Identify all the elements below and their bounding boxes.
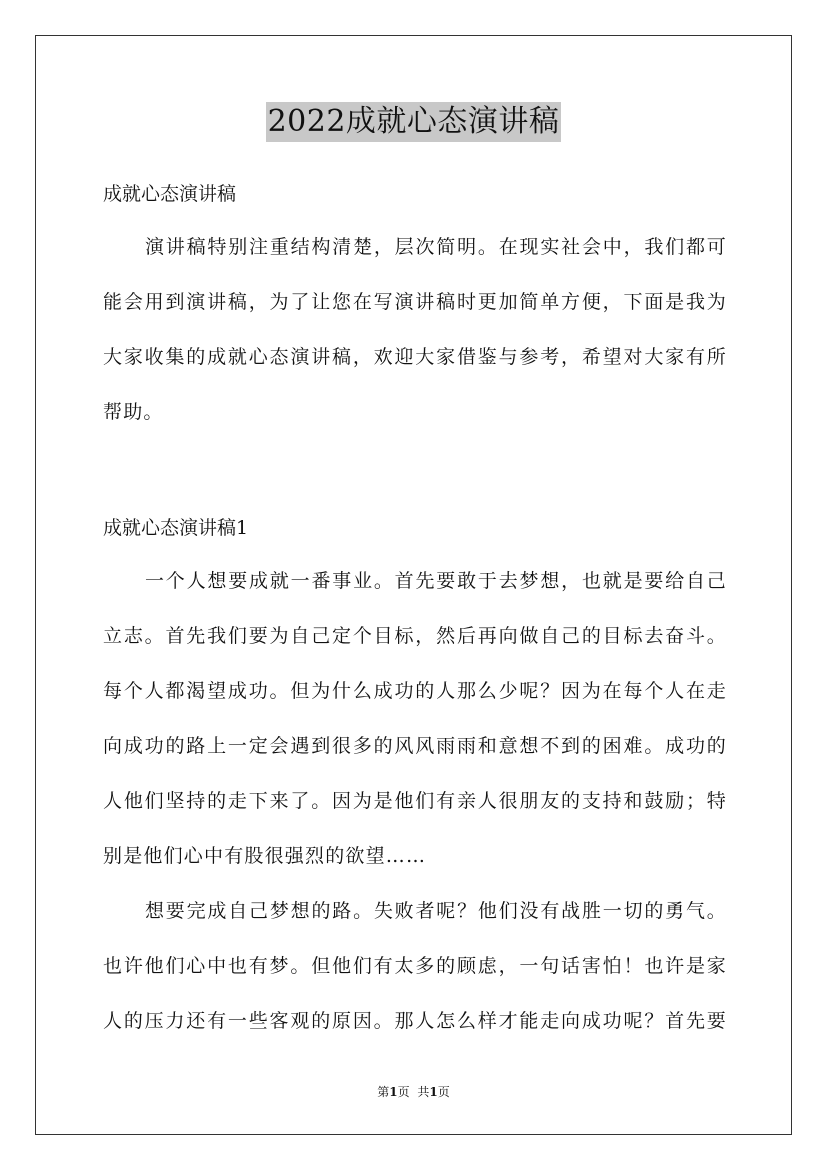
page-suffix: 页 xyxy=(397,1085,410,1099)
page-footer xyxy=(0,1084,827,1100)
paragraph-line: 大家收集的成就心态演讲稿，欢迎大家借鉴与参考，希望对大家有所 xyxy=(103,346,727,368)
subtitle: 成就心态演讲稿 xyxy=(103,183,237,205)
paragraph-line: 人的压力还有一些客观的原因。那人怎么样才能走向成功呢？首先要 xyxy=(103,1010,727,1032)
body-paragraph-1 xyxy=(103,554,727,884)
paragraph-line: 人他们坚持的走下来了。因为是他们有亲人很朋友的支持和鼓励；特 xyxy=(103,790,727,812)
paragraph-line: 立志。首先我们要为自己定个目标，然后再向做自己的目标去奋斗。 xyxy=(103,625,727,647)
page-number: 1 xyxy=(389,1085,398,1099)
page-prefix: 第 xyxy=(377,1085,390,1099)
document-body xyxy=(103,174,727,1049)
total-suffix: 页 xyxy=(437,1085,450,1099)
section-heading: 成就心态演讲稿1 xyxy=(103,517,249,539)
intro-paragraph xyxy=(103,220,727,440)
paragraph-line: 别是他们心中有股很强烈的欲望…… xyxy=(103,845,427,867)
total-pages: 1 xyxy=(429,1085,438,1099)
paragraph-line: 也许他们心中也有梦。但他们有太多的顾虑，一句话害怕！也许是家 xyxy=(103,955,727,977)
paragraph-line: 想要完成自己梦想的路。失败者呢？他们没有战胜一切的勇气。 xyxy=(145,900,727,922)
paragraph-line: 每个人都渴望成功。但为什么成功的人那么少呢？因为在每个人在走 xyxy=(103,680,727,702)
title-container xyxy=(0,102,827,142)
spacer xyxy=(103,440,727,508)
paragraph-line: 演讲稿特别注重结构清楚，层次简明。在现实社会中，我们都可 xyxy=(145,236,727,258)
paragraph-line: 一个人想要成就一番事业。首先要敢于去梦想，也就是要给自己 xyxy=(145,570,727,592)
paragraph-line: 帮助。 xyxy=(103,401,164,423)
document-title: 2022成就心态演讲稿 xyxy=(266,102,562,142)
paragraph-line: 向成功的路上一定会遇到很多的风风雨雨和意想不到的困难。成功的 xyxy=(103,735,727,757)
body-paragraph-2 xyxy=(103,884,727,1049)
paragraph-line: 能会用到演讲稿，为了让您在写演讲稿时更加简单方便，下面是我为 xyxy=(103,291,727,313)
total-prefix: 共 xyxy=(417,1085,430,1099)
